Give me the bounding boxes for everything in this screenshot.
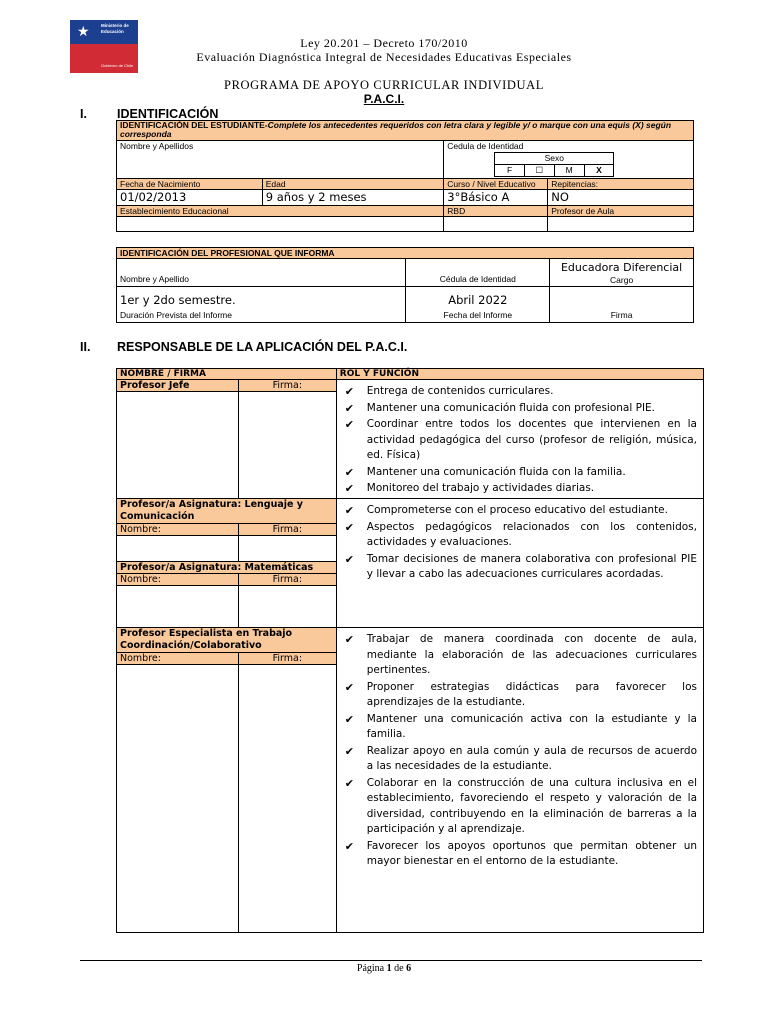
prof-sign-label: Firma bbox=[610, 310, 633, 320]
teacher-value[interactable] bbox=[548, 217, 694, 232]
matematicas-label: Profesor/a Asignatura: Matemáticas bbox=[117, 562, 337, 574]
doc-subtitle: P.A.C.I. bbox=[363, 92, 405, 106]
especialista-sign-label: Firma: bbox=[238, 653, 336, 665]
prof-id-cell[interactable] bbox=[406, 259, 550, 287]
rbd-label: RBD bbox=[444, 206, 548, 217]
jefe-label: Profesor Jefe bbox=[117, 380, 239, 392]
matematicas-sign-field[interactable] bbox=[238, 586, 336, 628]
footer-of-word: de bbox=[394, 963, 404, 974]
especialista-sign-field[interactable] bbox=[238, 665, 336, 933]
footer-page-total: 6 bbox=[406, 963, 412, 974]
matematicas-sign-label: Firma: bbox=[238, 574, 336, 586]
section1-title: IDENTIFICACIÓN bbox=[117, 107, 219, 121]
age-label: Edad bbox=[262, 179, 444, 190]
especialista-role: ✔ Colaborar en la construcción de una cultura inclusiva en el establecimiento, favoreciendo el respeto y valoración de la diversidad, contribuyendo en la eliminación de barreras a la participación y al aprendizaje. bbox=[345, 776, 697, 838]
asignatura-role: ✔ Tomar decisiones de manera colaborativa con profesional PIE y llevar a cabo las adecuaciones curriculares acordadas. bbox=[345, 552, 697, 583]
prof-id-label: Cédula de Identidad bbox=[439, 274, 516, 284]
jefe-name-field[interactable] bbox=[117, 392, 239, 499]
prof-role-cell[interactable] bbox=[550, 259, 694, 287]
student-id-cell[interactable] bbox=[444, 141, 694, 179]
logo-line1: Ministerio de bbox=[101, 23, 129, 28]
jefe-sign-field[interactable] bbox=[238, 392, 336, 499]
header-law: Ley 20.201 – Decreto 170/2010 bbox=[300, 36, 468, 50]
prof-duration-value: 1er y 2do semestre. bbox=[120, 293, 236, 307]
lenguaje-label: Profesor/a Asignatura: Lenguaje y Comunicación bbox=[117, 499, 337, 524]
professional-table bbox=[116, 247, 694, 323]
teacher-label: Profesor de Aula bbox=[548, 206, 694, 217]
section2-number: II. bbox=[80, 340, 91, 354]
matematicas-name-field[interactable] bbox=[117, 586, 239, 628]
col-name-header: NOMBRE / FIRMA bbox=[117, 369, 337, 380]
especialista-role: ✔ Trabajar de manera coordinada con docente de aula, mediante la elaboración de las adecuaciones curriculares pertinentes. bbox=[345, 632, 697, 679]
sex-mark: X bbox=[584, 165, 614, 177]
lenguaje-sign-field[interactable] bbox=[238, 536, 336, 562]
student-name-cell[interactable] bbox=[117, 141, 444, 179]
professional-heading: IDENTIFICACIÓN DEL PROFESIONAL QUE INFORMA bbox=[117, 248, 694, 259]
lenguaje-name-label: Nombre: bbox=[117, 524, 239, 536]
col-role-header: ROL Y FUNCIÓN bbox=[336, 369, 703, 380]
section1-number: I. bbox=[80, 107, 87, 121]
student-name-label: Nombre y Apellidos bbox=[120, 141, 194, 151]
especialista-name-label: Nombre: bbox=[117, 653, 239, 665]
asignatura-role: ✔ Aspectos pedagógicos relacionados con los contenidos, actividades y evaluaciones. bbox=[345, 520, 697, 551]
asignatura-role: ✔ Comprometerse con el proceso educativo del estudiante. bbox=[345, 503, 697, 519]
matematicas-name-label: Nombre: bbox=[117, 574, 239, 586]
prof-name-label: Nombre y Apellido bbox=[120, 274, 189, 284]
especialista-role: ✔ Mantener una comunicación activa con la estudiante y la familia. bbox=[345, 712, 697, 743]
logo-footer: Gobierno de Chile bbox=[101, 63, 134, 68]
doc-header bbox=[0, 36, 768, 64]
especialista-role: ✔ Favorecer los apoyos oportunos que permitan obtener un mayor bienestar en el entorno de la estudiante. bbox=[345, 839, 697, 870]
age-value[interactable]: 9 años y 2 meses bbox=[262, 190, 444, 206]
course-label: Curso / Nivel Educativo bbox=[444, 179, 548, 190]
jefe-roles-cell bbox=[336, 380, 703, 499]
footer-page-num: 1 bbox=[386, 963, 392, 974]
prof-duration-label: Duración Prevista del Informe bbox=[120, 310, 232, 320]
jefe-role: ✔ Coordinar entre todos los docentes que intervienen en la actividad pedagógica del curso (profesor de religión, música, ed. Física) bbox=[345, 417, 697, 464]
prof-role-value: Educadora Diferencial bbox=[560, 261, 683, 274]
lenguaje-sign-label: Firma: bbox=[238, 524, 336, 536]
sex-f: F bbox=[495, 165, 525, 177]
school-value[interactable] bbox=[117, 217, 444, 232]
student-table bbox=[116, 120, 694, 232]
prof-name-cell[interactable] bbox=[117, 259, 406, 287]
sex-label: Sexo bbox=[495, 153, 614, 165]
asignatura-roles-cell bbox=[336, 499, 703, 628]
school-label: Establecimiento Educacional bbox=[117, 206, 444, 217]
jefe-sign-label: Firma: bbox=[238, 380, 336, 392]
asignatura-roles bbox=[345, 503, 697, 583]
rep-label: Repitencias: bbox=[548, 179, 694, 190]
prof-date-label: Fecha del Informe bbox=[443, 310, 513, 320]
lenguaje-name-field[interactable] bbox=[117, 536, 239, 562]
sex-table bbox=[494, 152, 614, 177]
jefe-roles bbox=[345, 384, 697, 497]
especialista-roles-cell bbox=[336, 628, 703, 933]
prof-sign-cell[interactable] bbox=[550, 287, 694, 323]
responsables-table bbox=[116, 368, 704, 933]
course-value[interactable]: 3°Básico A bbox=[444, 190, 548, 206]
especialista-label: Profesor Especialista en Trabajo Coordinación/Colaborativo bbox=[117, 628, 337, 653]
especialista-role: ✔ Proponer estrategias didácticas para favorecer los aprendizajes de la estudiante. bbox=[345, 680, 697, 711]
student-heading: IDENTIFICACIÓN DEL ESTUDIANTE-Complete los antecedentes requeridos con letra clara y legible y/ o marque con una equis (X) según corresponda bbox=[117, 121, 694, 141]
especialista-name-field[interactable] bbox=[117, 665, 239, 933]
rep-value[interactable]: NO bbox=[548, 190, 694, 206]
footer-divider bbox=[80, 960, 702, 961]
footer-page-word: Página bbox=[356, 963, 385, 974]
doc-title: PROGRAMA DE APOYO CURRICULAR INDIVIDUAL bbox=[224, 78, 544, 92]
prof-date-cell[interactable] bbox=[406, 287, 550, 323]
star-icon: ★ bbox=[77, 23, 90, 39]
rbd-value[interactable] bbox=[444, 217, 548, 232]
section2-title: RESPONSABLE DE LA APLICACIÓN DEL P.A.C.I. bbox=[117, 340, 408, 354]
jefe-role: ✔ Monitoreo del trabajo y actividades diarias. bbox=[345, 481, 697, 497]
prof-date-value: Abril 2022 bbox=[448, 293, 508, 307]
dob-value[interactable]: 01/02/2013 bbox=[117, 190, 263, 206]
header-evaluation: Evaluación Diagnóstica Integral de Necesidades Educativas Especiales bbox=[196, 50, 572, 64]
logo-line2: Educación bbox=[101, 28, 124, 34]
dob-label: Fecha de Nacimiento bbox=[117, 179, 263, 190]
prof-duration-cell[interactable] bbox=[117, 287, 406, 323]
jefe-role: ✔ Entrega de contenidos curriculares. bbox=[345, 384, 697, 400]
jefe-role: ✔ Mantener una comunicación fluida con la familia. bbox=[345, 465, 697, 481]
sex-checkbox[interactable]: ☐ bbox=[524, 165, 554, 177]
especialista-role: ✔ Realizar apoyo en aula común y aula de recursos de acuerdo a las necesidades de la estudiante. bbox=[345, 744, 697, 775]
prof-role-label: Cargo bbox=[610, 275, 634, 285]
especialista-roles bbox=[345, 632, 697, 870]
student-id-label: Cedula de Identidad bbox=[447, 141, 524, 151]
jefe-role: ✔ Mantener una comunicación fluida con profesional PIE. bbox=[345, 401, 697, 417]
page-footer bbox=[0, 963, 768, 974]
sex-m: M bbox=[554, 165, 584, 177]
